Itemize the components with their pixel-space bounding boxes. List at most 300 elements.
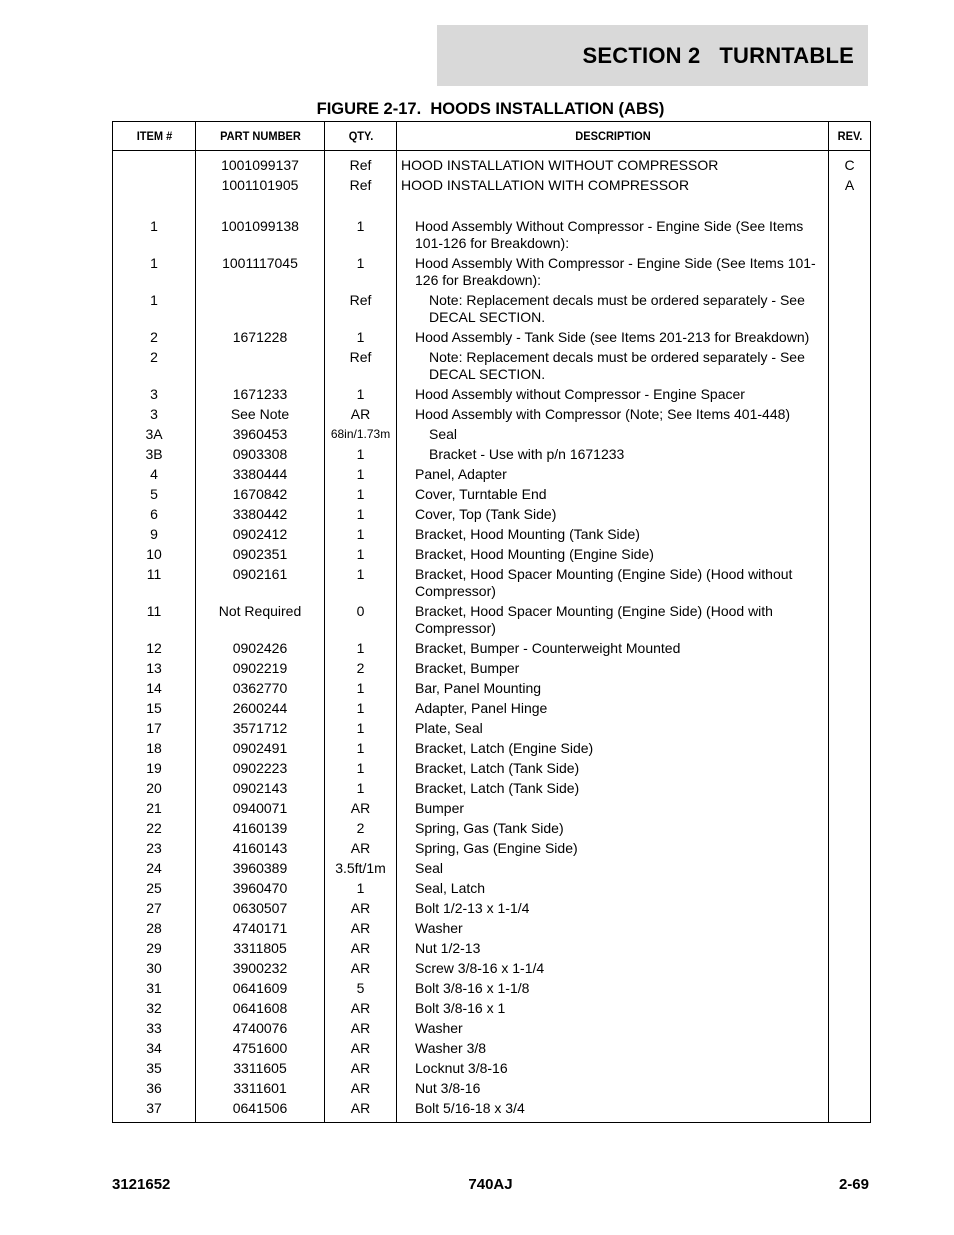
qty-cell: 1 (325, 739, 397, 759)
footer-model: 740AJ (468, 1176, 513, 1193)
part-number-cell: 1001099137 (196, 151, 325, 177)
part-number-cell: 3311601 (196, 1079, 325, 1099)
rev-cell (829, 1079, 871, 1099)
description-cell (397, 254, 829, 291)
item-cell: 1 (113, 254, 196, 291)
item-cell: 9 (113, 525, 196, 545)
item-cell: 1 (113, 291, 196, 328)
rev-cell (829, 545, 871, 565)
item-cell: 1 (113, 217, 196, 254)
description-cell (397, 759, 829, 779)
rev-cell: A (829, 176, 871, 217)
description-cell (397, 385, 829, 405)
description-cell (397, 1039, 829, 1059)
part-number-cell: 0902412 (196, 525, 325, 545)
item-cell: 12 (113, 639, 196, 659)
description-cell (397, 819, 829, 839)
part-number-cell: 0902223 (196, 759, 325, 779)
item-cell: 3B (113, 445, 196, 465)
description-cell (397, 639, 829, 659)
description-text: Locknut 3/8-16 (415, 1060, 508, 1076)
item-cell: 28 (113, 919, 196, 939)
description-cell (397, 919, 829, 939)
item-cell: 10 (113, 545, 196, 565)
qty-cell: AR (325, 899, 397, 919)
table-row (113, 819, 871, 839)
table-row (113, 1019, 871, 1039)
part-number-cell: 1671228 (196, 328, 325, 348)
table-row (113, 1039, 871, 1059)
qty-cell: Ref (325, 291, 397, 328)
item-cell: 21 (113, 799, 196, 819)
qty-cell: AR (325, 999, 397, 1019)
part-number-cell: 4160139 (196, 819, 325, 839)
part-number-cell: 3900232 (196, 959, 325, 979)
item-cell: 33 (113, 1019, 196, 1039)
item-cell: 5 (113, 485, 196, 505)
table-row (113, 979, 871, 999)
table-row (113, 959, 871, 979)
table-row (113, 465, 871, 485)
table-row (113, 839, 871, 859)
qty-cell: AR (325, 799, 397, 819)
item-cell: 35 (113, 1059, 196, 1079)
description-text: Bolt 1/2-13 x 1-1/4 (415, 900, 530, 916)
qty-cell: 1 (325, 699, 397, 719)
rev-cell (829, 465, 871, 485)
rev-cell (829, 525, 871, 545)
part-number-cell: 0902426 (196, 639, 325, 659)
item-cell: 23 (113, 839, 196, 859)
part-number-cell: 0630507 (196, 899, 325, 919)
description-cell (397, 979, 829, 999)
qty-cell: 1 (325, 217, 397, 254)
description-cell (397, 939, 829, 959)
item-cell: 17 (113, 719, 196, 739)
description-text: Nut 1/2-13 (415, 940, 481, 956)
part-number-cell: 0902491 (196, 739, 325, 759)
rev-cell (829, 879, 871, 899)
item-cell: 14 (113, 679, 196, 699)
description-cell (397, 405, 829, 425)
description-text: Panel, Adapter (415, 466, 507, 482)
item-cell: 19 (113, 759, 196, 779)
description-cell (397, 779, 829, 799)
table-row (113, 405, 871, 425)
rev-cell (829, 1059, 871, 1079)
part-number-cell: 1001101905 (196, 176, 325, 217)
qty-cell: 1 (325, 485, 397, 505)
table-row (113, 565, 871, 602)
section-title: SECTION 2 TURNTABLE (582, 42, 854, 68)
part-number-cell: 0362770 (196, 679, 325, 699)
table-row (113, 919, 871, 939)
description-text: Hood Assembly - Tank Side (see Items 201-213 for Breakdown) (415, 329, 810, 345)
description-text: Hood Assembly Without Compressor - Engine Side (See Items 101-126 for Breakdown): (415, 218, 804, 251)
table-row (113, 1079, 871, 1099)
item-cell: 22 (113, 819, 196, 839)
description-text: Bar, Panel Mounting (415, 680, 542, 696)
qty-cell: 1 (325, 719, 397, 739)
qty-cell: AR (325, 919, 397, 939)
description-text: Bracket, Latch (Tank Side) (415, 760, 580, 776)
part-number-cell: 0903308 (196, 445, 325, 465)
qty-cell: 5 (325, 979, 397, 999)
item-cell: 11 (113, 602, 196, 639)
rev-cell (829, 799, 871, 819)
part-number-cell: See Note (196, 405, 325, 425)
item-cell: 2 (113, 328, 196, 348)
description-text: Adapter, Panel Hinge (415, 700, 548, 716)
qty-cell: 3.5ft/1m (325, 859, 397, 879)
qty-cell: Ref (325, 176, 397, 217)
rev-cell (829, 899, 871, 919)
rev-cell (829, 939, 871, 959)
part-number-cell: 0902143 (196, 779, 325, 799)
table-row (113, 217, 871, 254)
description-text: Bracket, Hood Spacer Mounting (Engine Side) (Hood with Compressor) (415, 603, 773, 636)
section-header (437, 25, 868, 86)
description-text: Note: Replacement decals must be ordered separately - See DECAL SECTION. (429, 292, 805, 325)
table-row (113, 176, 871, 217)
part-number-cell: 0641608 (196, 999, 325, 1019)
description-text: Seal (415, 860, 444, 876)
table-row (113, 348, 871, 385)
qty-cell: AR (325, 1059, 397, 1079)
description-cell (397, 348, 829, 385)
table-row (113, 425, 871, 445)
table-row (113, 639, 871, 659)
qty-cell: 2 (325, 659, 397, 679)
description-cell (397, 445, 829, 465)
part-number-cell: 3380442 (196, 505, 325, 525)
rev-cell (829, 565, 871, 602)
rev-cell (829, 779, 871, 799)
rev-cell (829, 1099, 871, 1123)
rev-cell (829, 979, 871, 999)
qty-cell: 1 (325, 879, 397, 899)
description-cell (397, 485, 829, 505)
table-row (113, 799, 871, 819)
table-row (113, 545, 871, 565)
qty-cell: 1 (325, 779, 397, 799)
description-cell (397, 425, 829, 445)
table-row (113, 525, 871, 545)
rev-cell (829, 739, 871, 759)
table-row (113, 602, 871, 639)
qty-cell: 1 (325, 385, 397, 405)
description-text: Bolt 5/16-18 x 3/4 (415, 1100, 525, 1116)
qty-cell: AR (325, 839, 397, 859)
description-text: Bracket, Hood Mounting (Tank Side) (415, 526, 640, 542)
description-text: Hood Assembly without Compressor - Engine Spacer (415, 386, 745, 402)
description-text: Note: Replacement decals must be ordered separately - See DECAL SECTION. (429, 349, 805, 382)
item-cell: 3 (113, 405, 196, 425)
figure-title: FIGURE 2-17. HOODS INSTALLATION (ABS) (316, 100, 665, 118)
item-cell: 11 (113, 565, 196, 602)
rev-cell (829, 405, 871, 425)
rev-cell (829, 505, 871, 525)
description-cell (397, 1079, 829, 1099)
item-cell: 30 (113, 959, 196, 979)
part-number-cell: 3960389 (196, 859, 325, 879)
rev-cell (829, 999, 871, 1019)
description-text: HOOD INSTALLATION WITH COMPRESSOR (401, 177, 690, 193)
rev-cell: C (829, 151, 871, 177)
table-row (113, 719, 871, 739)
qty-cell: 0 (325, 602, 397, 639)
column-header-qty: QTY. (327, 122, 393, 151)
qty-cell: AR (325, 1019, 397, 1039)
rev-cell (829, 291, 871, 328)
description-cell (397, 959, 829, 979)
rev-cell (829, 679, 871, 699)
part-number-cell: 3960470 (196, 879, 325, 899)
table-row (113, 999, 871, 1019)
column-header-part-number: PART NUMBER (201, 122, 320, 151)
rev-cell (829, 759, 871, 779)
column-header-rev: REV. (830, 122, 869, 151)
part-number-cell: 1671233 (196, 385, 325, 405)
table-row (113, 759, 871, 779)
part-number-cell: 3960453 (196, 425, 325, 445)
item-cell (113, 176, 196, 217)
qty-cell: AR (325, 939, 397, 959)
item-cell: 29 (113, 939, 196, 959)
description-cell (397, 1099, 829, 1123)
qty-cell: 1 (325, 679, 397, 699)
description-text: Bumper (415, 800, 465, 816)
description-text: Hood Assembly with Compressor (Note; See Items 401-448) (415, 406, 791, 422)
table-row (113, 291, 871, 328)
item-cell: 25 (113, 879, 196, 899)
description-text: Bracket, Hood Mounting (Engine Side) (415, 546, 654, 562)
description-cell (397, 1019, 829, 1039)
rev-cell (829, 1039, 871, 1059)
item-cell: 27 (113, 899, 196, 919)
qty-cell: 1 (325, 465, 397, 485)
table-row (113, 385, 871, 405)
description-cell (397, 879, 829, 899)
part-number-cell: 0902161 (196, 565, 325, 602)
qty-cell: Ref (325, 348, 397, 385)
part-number-cell: 0641609 (196, 979, 325, 999)
rev-cell (829, 254, 871, 291)
description-text: Bracket - Use with p/n 1671233 (429, 446, 625, 462)
rev-cell (829, 445, 871, 465)
item-cell: 3A (113, 425, 196, 445)
item-cell: 37 (113, 1099, 196, 1123)
table-row (113, 659, 871, 679)
table-row (113, 899, 871, 919)
rev-cell (829, 659, 871, 679)
item-cell: 36 (113, 1079, 196, 1099)
description-text: Washer 3/8 (415, 1040, 487, 1056)
description-cell (397, 151, 829, 177)
description-text: Bracket, Latch (Engine Side) (415, 740, 594, 756)
item-cell: 32 (113, 999, 196, 1019)
qty-cell: 1 (325, 525, 397, 545)
qty-cell: 1 (325, 328, 397, 348)
qty-cell: 1 (325, 759, 397, 779)
qty-cell: 68in/1.73m (325, 425, 397, 445)
item-cell: 4 (113, 465, 196, 485)
description-text: Screw 3/8-16 x 1-1/4 (415, 960, 545, 976)
description-cell (397, 602, 829, 639)
qty-cell: 1 (325, 639, 397, 659)
description-cell (397, 719, 829, 739)
table-row (113, 699, 871, 719)
description-cell (397, 659, 829, 679)
table-row (113, 859, 871, 879)
description-text: Bracket, Bumper - Counterweight Mounted (415, 640, 681, 656)
rev-cell (829, 859, 871, 879)
rev-cell (829, 839, 871, 859)
part-number-cell: 0902219 (196, 659, 325, 679)
qty-cell: 2 (325, 819, 397, 839)
table-row (113, 879, 871, 899)
description-cell (397, 328, 829, 348)
rev-cell (829, 217, 871, 254)
part-number-cell: 4740076 (196, 1019, 325, 1039)
rev-cell (829, 699, 871, 719)
description-text: Washer (415, 1020, 463, 1036)
part-number-cell: 2600244 (196, 699, 325, 719)
item-cell: 31 (113, 979, 196, 999)
rev-cell (829, 485, 871, 505)
description-text: Hood Assembly With Compressor - Engine Side (See Items 101-126 for Breakdown): (415, 255, 816, 288)
description-text: Washer (415, 920, 463, 936)
table-row (113, 328, 871, 348)
description-text: Spring, Gas (Engine Side) (415, 840, 578, 856)
description-text: Plate, Seal (415, 720, 483, 736)
table-row (113, 1099, 871, 1123)
description-cell (397, 217, 829, 254)
description-text: Nut 3/8-16 (415, 1080, 481, 1096)
description-text: Bolt 3/8-16 x 1-1/8 (415, 980, 530, 996)
qty-cell: 1 (325, 445, 397, 465)
rev-cell (829, 602, 871, 639)
item-cell: 3 (113, 385, 196, 405)
description-cell (397, 679, 829, 699)
description-cell (397, 176, 829, 217)
part-number-cell: 4751600 (196, 1039, 325, 1059)
description-text: Bolt 3/8-16 x 1 (415, 1000, 506, 1016)
item-cell: 2 (113, 348, 196, 385)
table-row (113, 939, 871, 959)
description-text: Cover, Turntable End (415, 486, 547, 502)
table-row (113, 1059, 871, 1079)
rev-cell (829, 1019, 871, 1039)
table-row (113, 151, 871, 177)
qty-cell: 1 (325, 505, 397, 525)
rev-cell (829, 348, 871, 385)
item-cell: 34 (113, 1039, 196, 1059)
description-cell (397, 505, 829, 525)
item-cell: 6 (113, 505, 196, 525)
description-cell (397, 545, 829, 565)
description-cell (397, 999, 829, 1019)
description-text: Seal, Latch (415, 880, 486, 896)
part-number-cell: 3311805 (196, 939, 325, 959)
description-text: HOOD INSTALLATION WITHOUT COMPRESSOR (401, 157, 719, 173)
part-number-cell: 3571712 (196, 719, 325, 739)
rev-cell (829, 719, 871, 739)
description-cell (397, 899, 829, 919)
part-number-cell: 1001099138 (196, 217, 325, 254)
qty-cell: 1 (325, 545, 397, 565)
description-cell (397, 699, 829, 719)
table-row (113, 505, 871, 525)
page-footer (112, 1176, 869, 1196)
column-header-item: ITEM # (116, 122, 192, 151)
qty-cell: AR (325, 1099, 397, 1123)
table-row (113, 739, 871, 759)
part-number-cell: 4740171 (196, 919, 325, 939)
footer-publication-number: 3121652 (112, 1176, 171, 1193)
qty-cell: Ref (325, 151, 397, 177)
description-text: Seal (429, 426, 458, 442)
item-cell: 15 (113, 699, 196, 719)
rev-cell (829, 385, 871, 405)
qty-cell: AR (325, 405, 397, 425)
item-cell: 13 (113, 659, 196, 679)
rev-cell (829, 425, 871, 445)
rev-cell (829, 328, 871, 348)
description-cell (397, 565, 829, 602)
rev-cell (829, 919, 871, 939)
rev-cell (829, 959, 871, 979)
part-number-cell: 4160143 (196, 839, 325, 859)
table-body (113, 151, 871, 1123)
description-text: Cover, Top (Tank Side) (415, 506, 557, 522)
part-number-cell: 0902351 (196, 545, 325, 565)
qty-cell: AR (325, 959, 397, 979)
part-number-cell: Not Required (196, 602, 325, 639)
part-number-cell: 3311605 (196, 1059, 325, 1079)
item-cell (113, 151, 196, 177)
part-number-cell: 1670842 (196, 485, 325, 505)
qty-cell: 1 (325, 565, 397, 602)
qty-cell: 1 (325, 254, 397, 291)
description-text: Spring, Gas (Tank Side) (415, 820, 564, 836)
rev-cell (829, 819, 871, 839)
description-cell (397, 1059, 829, 1079)
table-row (113, 679, 871, 699)
description-cell (397, 525, 829, 545)
description-cell (397, 839, 829, 859)
item-cell: 18 (113, 739, 196, 759)
description-text: Bracket, Latch (Tank Side) (415, 780, 580, 796)
parts-table (112, 121, 871, 1123)
description-cell (397, 859, 829, 879)
table-row (113, 779, 871, 799)
table-header-row (113, 122, 871, 151)
rev-cell (829, 639, 871, 659)
table-row (113, 445, 871, 465)
part-number-cell (196, 291, 325, 328)
item-cell: 20 (113, 779, 196, 799)
description-cell (397, 291, 829, 328)
table-row (113, 254, 871, 291)
footer-page-number: 2-69 (838, 1176, 869, 1193)
description-text: Bracket, Bumper (415, 660, 520, 676)
column-header-description: DESCRIPTION (414, 122, 811, 151)
description-cell (397, 465, 829, 485)
description-text: Bracket, Hood Spacer Mounting (Engine Side) (Hood without Compressor) (415, 566, 793, 599)
part-number-cell (196, 348, 325, 385)
description-cell (397, 799, 829, 819)
